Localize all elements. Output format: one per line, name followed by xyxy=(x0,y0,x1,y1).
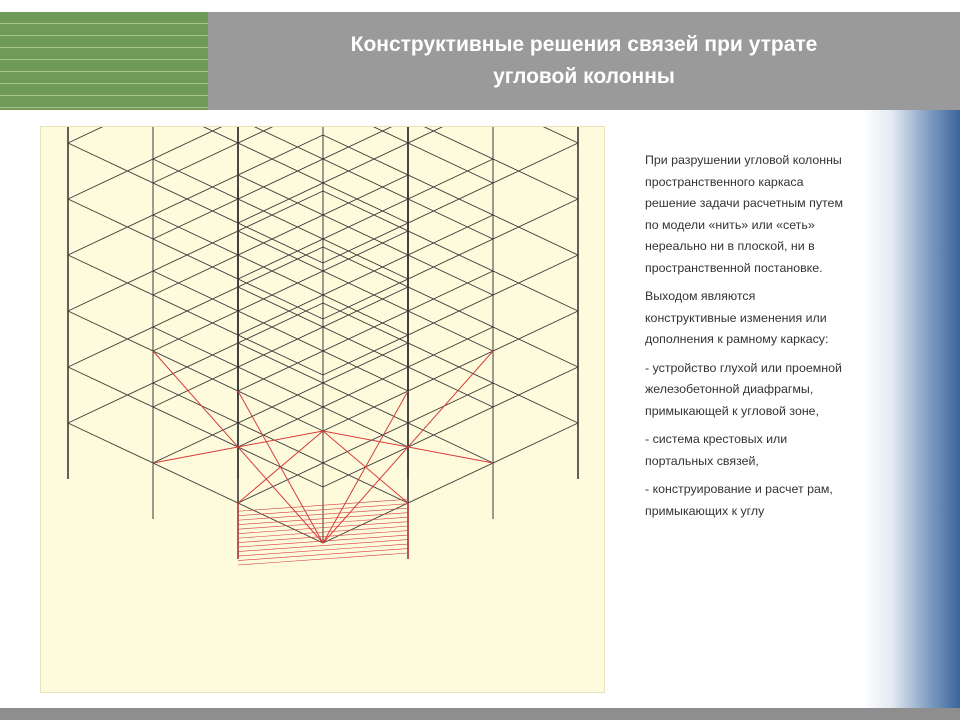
floor-beam xyxy=(323,255,578,375)
floor-beam xyxy=(153,127,408,239)
text-line: по модели «нить» или «сеть» xyxy=(645,217,815,232)
floor-beam xyxy=(153,215,408,335)
slide-title-line-2: угловой колонны xyxy=(493,65,675,88)
floor-beam xyxy=(238,127,493,239)
text-line: портальных связей, xyxy=(645,453,759,468)
floor-beam xyxy=(68,367,323,487)
text-line: примыкающей к угловой зоне, xyxy=(645,403,820,418)
floor-beam xyxy=(323,303,578,423)
floor-beam xyxy=(68,255,323,375)
floor-beam xyxy=(68,311,323,431)
floor-beam xyxy=(68,247,323,367)
floor-beam xyxy=(153,343,408,463)
text-line: железобетонной диафрагмы, xyxy=(645,382,814,396)
floor-beam xyxy=(153,175,408,295)
floor-beam xyxy=(153,383,408,503)
header-stripe-decoration xyxy=(0,12,208,110)
text-line: - устройство глухой или проемной xyxy=(645,360,842,375)
text-line: нереально ни в плоской, ни в xyxy=(645,239,815,253)
floor-beam xyxy=(238,271,493,391)
description-text xyxy=(645,150,865,529)
floor-beam xyxy=(238,383,493,503)
floor-beam xyxy=(68,199,323,319)
text-line: конструктивные изменения или xyxy=(645,310,827,325)
floor-beam xyxy=(323,311,578,431)
footer-bar xyxy=(0,708,960,720)
floor-beam xyxy=(238,215,493,335)
floor-beam xyxy=(323,367,578,487)
list-item-frames xyxy=(645,479,865,522)
right-gradient-decoration xyxy=(862,110,960,708)
list-item-bracing xyxy=(645,429,865,472)
floor-beam xyxy=(68,191,323,311)
text-line: При разрушении угловой колонны xyxy=(645,153,842,167)
list-item-diaphragm xyxy=(645,358,865,423)
text-line: дополнения к рамному каркасу: xyxy=(645,332,829,346)
floor-beam xyxy=(68,143,323,263)
header-bar xyxy=(208,12,960,110)
paragraph-problem xyxy=(645,150,865,279)
floor-beam xyxy=(323,199,578,319)
floor-beam xyxy=(323,135,578,255)
floor-beam xyxy=(238,159,493,279)
text-line: - система крестовых или xyxy=(645,432,788,446)
isometric-frame-diagram-icon xyxy=(41,127,606,694)
floor-beam xyxy=(153,231,408,351)
floor-beam xyxy=(238,287,493,407)
floor-beam xyxy=(68,135,323,255)
text-line: решение задачи расчетным путем xyxy=(645,196,843,210)
floor-beam xyxy=(153,159,408,279)
floor-beam xyxy=(238,231,493,351)
floor-beam xyxy=(238,327,493,447)
bracing-diagonal xyxy=(238,391,323,543)
floor-beam xyxy=(153,287,408,407)
text-line: Выходом являются xyxy=(645,289,756,303)
floor-beam xyxy=(153,327,408,447)
floor-beam xyxy=(323,191,578,311)
floor-beam xyxy=(238,343,493,463)
paragraph-solution xyxy=(645,286,865,351)
floor-beam xyxy=(323,143,578,263)
text-line: примыкающих к углу xyxy=(645,503,765,518)
floor-beam xyxy=(68,423,323,543)
structural-frame-figure xyxy=(40,126,605,693)
slide-title-line-1: Конструктивные решения связей при утрате xyxy=(350,33,818,56)
text-line: пространственной постановке. xyxy=(645,260,823,275)
floor-beam xyxy=(153,271,408,391)
floor-beam xyxy=(68,303,323,423)
text-line: - конструирование и расчет рам, xyxy=(645,482,833,496)
text-line: пространственного каркаса xyxy=(645,174,804,189)
floor-beam xyxy=(238,175,493,295)
floor-beam xyxy=(323,247,578,367)
